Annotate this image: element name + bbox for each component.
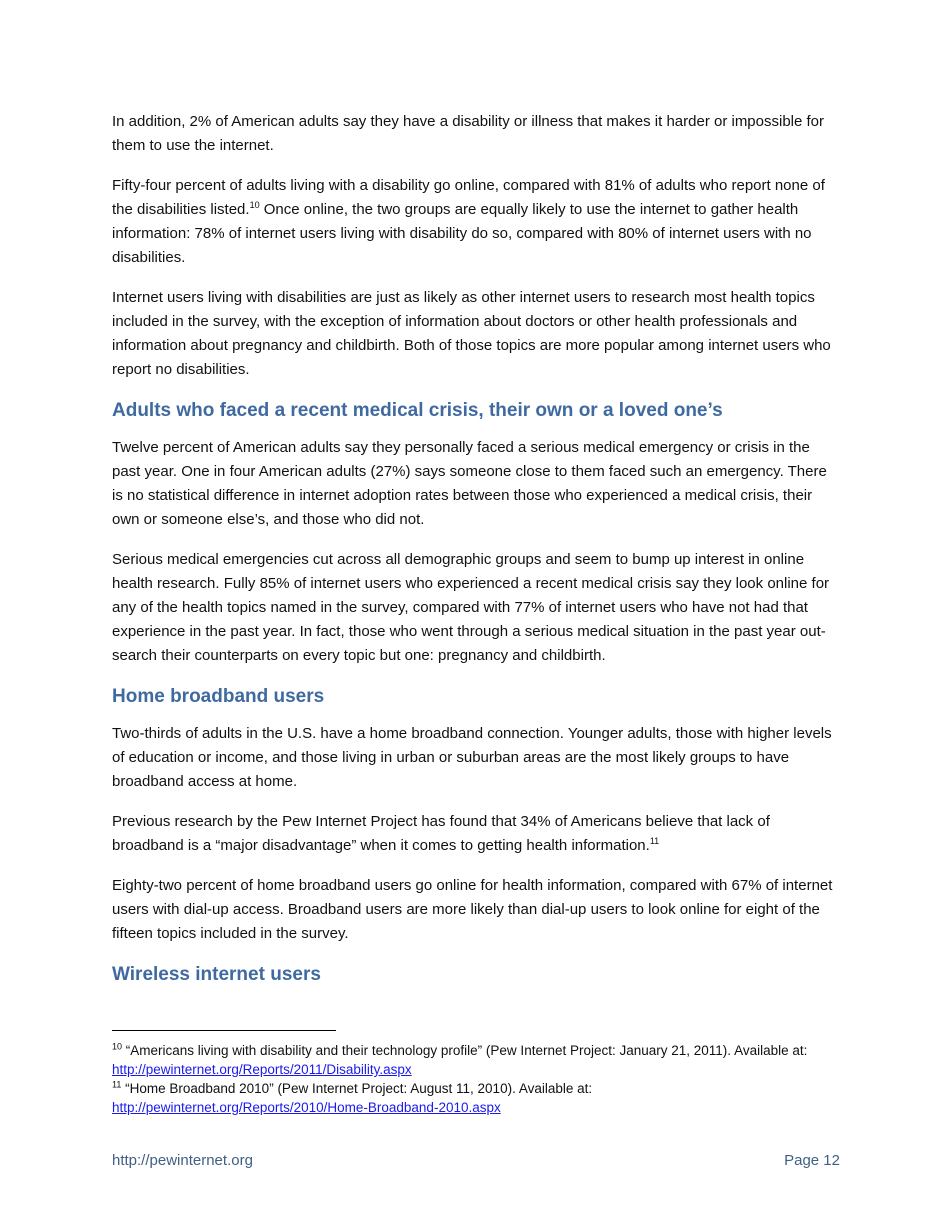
footnote-10 [112, 1041, 840, 1079]
paragraph-medical-crisis-stats: Twelve percent of American adults say they personally faced a serious medical emergency or crisis in the past year. One in four American adults (27%) says someone close to them faced such an emergency. There is no statistical difference in internet adoption rates between those who experienced a medical crisis, their own or someone else’s, and those who did not. [112, 439, 827, 528]
footnote-divider [112, 1030, 336, 1031]
page-footer [112, 1152, 840, 1174]
footnote-ref-10[interactable]: 10 [249, 200, 260, 210]
footnotes [112, 1030, 840, 1117]
page-number: Page 12 [784, 1152, 840, 1169]
footer-url[interactable]: http://pewinternet.org [112, 1152, 253, 1169]
paragraph-disability-access: In addition, 2% of American adults say they have a disability or illness that makes it harder or impossible for them to use the internet. [112, 113, 825, 154]
paragraph-text: Fifty-four percent of adults living with a disability go online, compared with 81% of adults who report none of the disabilities listed. [112, 177, 825, 218]
footnote-number: 10 [112, 1041, 123, 1052]
footnote-link-broadband[interactable]: http://pewinternet.org/Reports/2010/Home-Broadband-2010.aspx [112, 1100, 501, 1115]
heading-home-broadband: Home broadband users [112, 686, 325, 707]
footnote-link-disability[interactable]: http://pewinternet.org/Reports/2011/Disability.aspx [112, 1062, 412, 1077]
paragraph-broadband-adoption: Two-thirds of adults in the U.S. have a home broadband connection. Younger adults, those with higher levels of education or income, and those living in urban or suburban areas are the most likely groups to have broadband access at home. [112, 725, 832, 790]
footnote-number: 11 [112, 1079, 122, 1090]
paragraph-disability-online [112, 174, 840, 270]
paragraph-text: Once online, the two groups are equally likely to use the internet to gather health information: 78% of internet users living with disability do so, compared with 80% of internet users with no disabilities. [112, 201, 812, 266]
paragraph-broadband-disadvantage [112, 810, 840, 858]
footnote-11 [112, 1079, 840, 1117]
heading-wireless: Wireless internet users [112, 964, 321, 985]
paragraph-disability-topics: Internet users living with disabilities are just as likely as other internet users to research most health topics included in the survey, with the exception of information about doctors or other health professionals and information about pregnancy and childbirth. Both of those topics are more popular among internet users who report no disabilities. [112, 289, 831, 378]
footnote-ref-11[interactable]: 11 [649, 836, 660, 846]
paragraph-medical-crisis-research: Serious medical emergencies cut across all demographic groups and seem to bump up interest in online health research. Fully 85% of internet users who experienced a recent medical crisis say they look online for any of the health topics named in the survey, compared with 77% of internet users who have not had that experience in the past year. In fact, those who went through a serious medical situation in the past year out-search their counterparts on every topic but one: pregnancy and childbirth. [112, 551, 830, 664]
heading-medical-crisis: Adults who faced a recent medical crisis, their own or a loved one’s [112, 400, 723, 421]
footnote-text: “Home Broadband 2010” (Pew Internet Project: August 11, 2010). Available at: [121, 1081, 593, 1096]
paragraph-text: Previous research by the Pew Internet Project has found that 34% of Americans believe that lack of broadband is a “major disadvantage” when it comes to getting health information. [112, 813, 770, 854]
footnote-text: “Americans living with disability and their technology profile” (Pew Internet Project: January 21, 2011). Available at: [122, 1043, 808, 1058]
paragraph-broadband-health: Eighty-two percent of home broadband users go online for health information, compared with 67% of internet users with dial-up access. Broadband users are more likely than dial-up users to look online for eight of the fifteen topics included in the survey. [112, 877, 833, 942]
page-body [112, 110, 840, 1000]
